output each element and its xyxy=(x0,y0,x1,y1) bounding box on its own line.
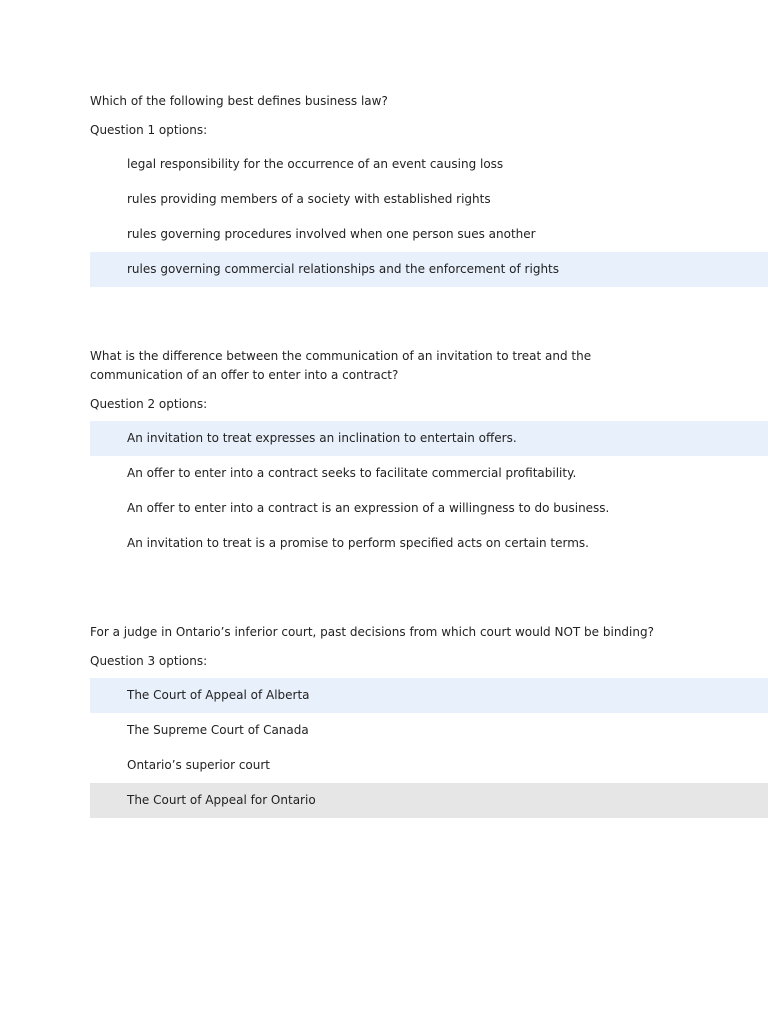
answer-option-selected[interactable] xyxy=(90,421,768,456)
answer-option-text: An invitation to treat expresses an inclination to entertain offers. xyxy=(127,431,517,445)
question-prompt: Which of the following best defines business law? xyxy=(90,94,388,108)
answer-option[interactable] xyxy=(90,217,768,252)
question-prompt: For a judge in Ontario’s inferior court, past decisions from which court would NOT be binding? xyxy=(90,625,654,639)
question-2 xyxy=(90,347,768,561)
question-options-label: Question 1 options: xyxy=(90,123,208,137)
answer-option[interactable] xyxy=(90,713,768,748)
answer-option[interactable] xyxy=(90,182,768,217)
answer-options xyxy=(90,678,768,818)
answer-option-hovered[interactable] xyxy=(90,783,768,818)
answer-option[interactable] xyxy=(90,748,768,783)
answer-option-selected[interactable] xyxy=(90,678,768,713)
answer-option-text: legal responsibility for the occurrence of an event causing loss xyxy=(127,157,504,171)
answer-options xyxy=(90,147,768,287)
answer-option-text: An invitation to treat is a promise to perform specified acts on certain terms. xyxy=(127,536,589,550)
answer-option-text: rules governing procedures involved when one person sues another xyxy=(127,227,536,241)
answer-option-text: The Supreme Court of Canada xyxy=(127,723,309,737)
answer-option[interactable] xyxy=(90,526,768,561)
answer-option[interactable] xyxy=(90,456,768,491)
answer-option-text: Ontario’s superior court xyxy=(127,758,270,772)
answer-option-text: rules providing members of a society with established rights xyxy=(127,192,491,206)
answer-option-text: rules governing commercial relationships and the enforcement of rights xyxy=(127,262,559,276)
question-options-label: Question 2 options: xyxy=(90,397,208,411)
answer-options xyxy=(90,421,768,561)
answer-option-text: An offer to enter into a contract is an expression of a willingness to do business. xyxy=(127,501,610,515)
answer-option[interactable] xyxy=(90,491,768,526)
question-3 xyxy=(90,623,768,818)
answer-option[interactable] xyxy=(90,147,768,182)
answer-option-text: An offer to enter into a contract seeks to facilitate commercial profitability. xyxy=(127,466,577,480)
answer-option-text: The Court of Appeal for Ontario xyxy=(127,793,316,807)
question-options-label: Question 3 options: xyxy=(90,654,208,668)
answer-option-selected[interactable] xyxy=(90,252,768,287)
question-prompt: What is the difference between the communication of an invitation to treat and the communication of an offer to enter into a contract? xyxy=(90,349,592,382)
question-1 xyxy=(90,92,768,287)
answer-option-text: The Court of Appeal of Alberta xyxy=(127,688,310,702)
